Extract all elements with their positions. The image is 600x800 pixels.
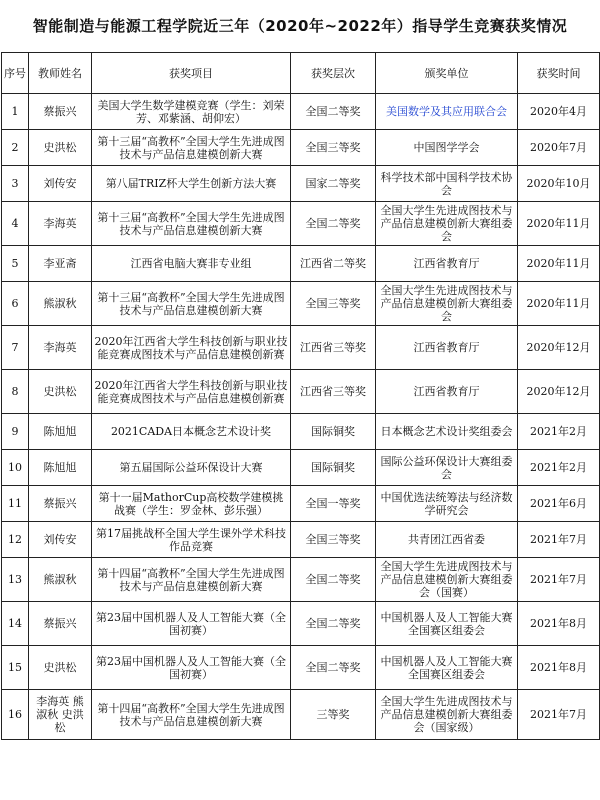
cell-project: 第17届挑战杯全国大学生课外学术科技作品竞赛 <box>92 522 291 558</box>
cell-org: 全国大学生先进成图技术与产品信息建模创新大赛组委会 <box>376 282 518 326</box>
cell-project: 美国大学生数学建模竞赛（学生：刘荣芳、邓紫涵、胡仰宏） <box>92 94 291 130</box>
cell-level: 全国二等奖 <box>291 202 376 246</box>
cell-project: 2020年江西省大学生科技创新与职业技能竞赛成图技术与产品信息建模创新赛 <box>92 370 291 414</box>
cell-org: 中国机器人及人工智能大赛全国赛区组委会 <box>376 602 518 646</box>
cell-level: 全国三等奖 <box>291 282 376 326</box>
cell-org: 全国大学生先进成图技术与产品信息建模创新大赛组委会（国家级） <box>376 690 518 740</box>
cell-org: 全国大学生先进成图技术与产品信息建模创新大赛组委会（国赛） <box>376 558 518 602</box>
table-row <box>2 602 600 646</box>
awards-table <box>1 52 600 740</box>
cell-index: 12 <box>2 522 29 558</box>
cell-level: 江西省二等奖 <box>291 246 376 282</box>
cell-teacher: 刘传安 <box>29 522 92 558</box>
cell-teacher: 史洪松 <box>29 370 92 414</box>
cell-level: 全国二等奖 <box>291 94 376 130</box>
table-row <box>2 646 600 690</box>
cell-index: 5 <box>2 246 29 282</box>
cell-project: 第23届中国机器人及人工智能大赛（全国初赛） <box>92 602 291 646</box>
cell-level: 国家二等奖 <box>291 166 376 202</box>
cell-teacher: 陈旭旭 <box>29 414 92 450</box>
cell-org: 中国图学学会 <box>376 130 518 166</box>
cell-time: 2020年11月 <box>518 246 600 282</box>
table-row <box>2 94 600 130</box>
cell-index: 1 <box>2 94 29 130</box>
header-org: 颁奖单位 <box>376 53 518 94</box>
cell-org: 中国机器人及人工智能大赛全国赛区组委会 <box>376 646 518 690</box>
cell-time: 2021年6月 <box>518 486 600 522</box>
cell-index: 7 <box>2 326 29 370</box>
cell-index: 6 <box>2 282 29 326</box>
cell-index: 14 <box>2 602 29 646</box>
cell-project: 第23届中国机器人及人工智能大赛（全国初赛） <box>92 646 291 690</box>
cell-project: 第十三届“高教杯”全国大学生先进成图技术与产品信息建模创新大赛 <box>92 130 291 166</box>
cell-teacher: 李海英 熊淑秋 史洪松 <box>29 690 92 740</box>
cell-time: 2020年10月 <box>518 166 600 202</box>
header-project: 获奖项目 <box>92 53 291 94</box>
cell-org: 科学技术部中国科学技术协会 <box>376 166 518 202</box>
cell-level: 全国二等奖 <box>291 646 376 690</box>
cell-index: 4 <box>2 202 29 246</box>
cell-teacher: 李海英 <box>29 202 92 246</box>
cell-project: 第十三届“高教杯”全国大学生先进成图技术与产品信息建模创新大赛 <box>92 202 291 246</box>
cell-level: 江西省三等奖 <box>291 326 376 370</box>
cell-time: 2020年12月 <box>518 370 600 414</box>
header-index: 序号 <box>2 53 29 94</box>
cell-time: 2021年7月 <box>518 522 600 558</box>
cell-time: 2020年4月 <box>518 94 600 130</box>
cell-teacher: 刘传安 <box>29 166 92 202</box>
cell-index: 2 <box>2 130 29 166</box>
cell-level: 全国二等奖 <box>291 602 376 646</box>
cell-level: 三等奖 <box>291 690 376 740</box>
header-time: 获奖时间 <box>518 53 600 94</box>
cell-time: 2020年7月 <box>518 130 600 166</box>
table-row <box>2 166 600 202</box>
cell-time: 2021年7月 <box>518 690 600 740</box>
cell-project: 第五届国际公益环保设计大赛 <box>92 450 291 486</box>
header-level: 获奖层次 <box>291 53 376 94</box>
cell-time: 2021年2月 <box>518 450 600 486</box>
cell-org: 全国大学生先进成图技术与产品信息建模创新大赛组委会 <box>376 202 518 246</box>
cell-teacher: 蔡振兴 <box>29 602 92 646</box>
cell-time: 2021年7月 <box>518 558 600 602</box>
table-row <box>2 282 600 326</box>
cell-org: 江西省教育厅 <box>376 246 518 282</box>
cell-index: 13 <box>2 558 29 602</box>
page-title: 智能制造与能源工程学院近三年（2020年~2022年）指导学生竞赛获奖情况 <box>32 17 568 35</box>
cell-org: 江西省教育厅 <box>376 326 518 370</box>
cell-index: 10 <box>2 450 29 486</box>
cell-project: 第十四届“高教杯”全国大学生先进成图技术与产品信息建模创新大赛 <box>92 690 291 740</box>
cell-project: 2020年江西省大学生科技创新与职业技能竞赛成图技术与产品信息建模创新赛 <box>92 326 291 370</box>
cell-time: 2020年11月 <box>518 202 600 246</box>
cell-index: 9 <box>2 414 29 450</box>
cell-index: 3 <box>2 166 29 202</box>
table-row <box>2 450 600 486</box>
cell-time: 2021年2月 <box>518 414 600 450</box>
table-row <box>2 130 600 166</box>
table-row <box>2 414 600 450</box>
cell-project: 江西省电脑大赛非专业组 <box>92 246 291 282</box>
table-row <box>2 326 600 370</box>
table-row <box>2 522 600 558</box>
cell-teacher: 史洪松 <box>29 130 92 166</box>
cell-time: 2021年8月 <box>518 646 600 690</box>
cell-time: 2020年11月 <box>518 282 600 326</box>
cell-level: 全国三等奖 <box>291 522 376 558</box>
cell-level: 全国三等奖 <box>291 130 376 166</box>
cell-teacher: 陈旭旭 <box>29 450 92 486</box>
cell-index: 15 <box>2 646 29 690</box>
table-row <box>2 486 600 522</box>
cell-teacher: 熊淑秋 <box>29 282 92 326</box>
cell-time: 2020年12月 <box>518 326 600 370</box>
table-row <box>2 202 600 246</box>
cell-teacher: 蔡振兴 <box>29 94 92 130</box>
cell-org: 中国优选法统筹法与经济数学研究会 <box>376 486 518 522</box>
cell-level: 国际铜奖 <box>291 414 376 450</box>
table-row <box>2 246 600 282</box>
cell-org: 国际公益环保设计大赛组委会 <box>376 450 518 486</box>
table-row <box>2 370 600 414</box>
cell-teacher: 熊淑秋 <box>29 558 92 602</box>
cell-index: 8 <box>2 370 29 414</box>
cell-level: 江西省三等奖 <box>291 370 376 414</box>
cell-teacher: 李亚斋 <box>29 246 92 282</box>
cell-level: 国际铜奖 <box>291 450 376 486</box>
cell-level: 全国一等奖 <box>291 486 376 522</box>
cell-project: 第十三届“高教杯”全国大学生先进成图技术与产品信息建模创新大赛 <box>92 282 291 326</box>
cell-org: 共青团江西省委 <box>376 522 518 558</box>
cell-project: 第十四届“高教杯”全国大学生先进成图技术与产品信息建模创新大赛 <box>92 558 291 602</box>
cell-level: 全国二等奖 <box>291 558 376 602</box>
table-row <box>2 558 600 602</box>
header-teacher: 教师姓名 <box>29 53 92 94</box>
cell-teacher: 李海英 <box>29 326 92 370</box>
table-header-row <box>2 53 600 94</box>
cell-project: 第八届TRIZ杯大学生创新方法大赛 <box>92 166 291 202</box>
cell-org: 江西省教育厅 <box>376 370 518 414</box>
table-row <box>2 690 600 740</box>
cell-time: 2021年8月 <box>518 602 600 646</box>
cell-org: 美国数学及其应用联合会 <box>376 94 518 130</box>
cell-project: 第十一届MathorCup高校数学建模挑战赛（学生：罗金林、彭乐强） <box>92 486 291 522</box>
cell-project: 2021CADA日本概念艺术设计奖 <box>92 414 291 450</box>
cell-org: 日本概念艺术设计奖组委会 <box>376 414 518 450</box>
cell-teacher: 蔡振兴 <box>29 486 92 522</box>
cell-index: 16 <box>2 690 29 740</box>
cell-index: 11 <box>2 486 29 522</box>
cell-teacher: 史洪松 <box>29 646 92 690</box>
